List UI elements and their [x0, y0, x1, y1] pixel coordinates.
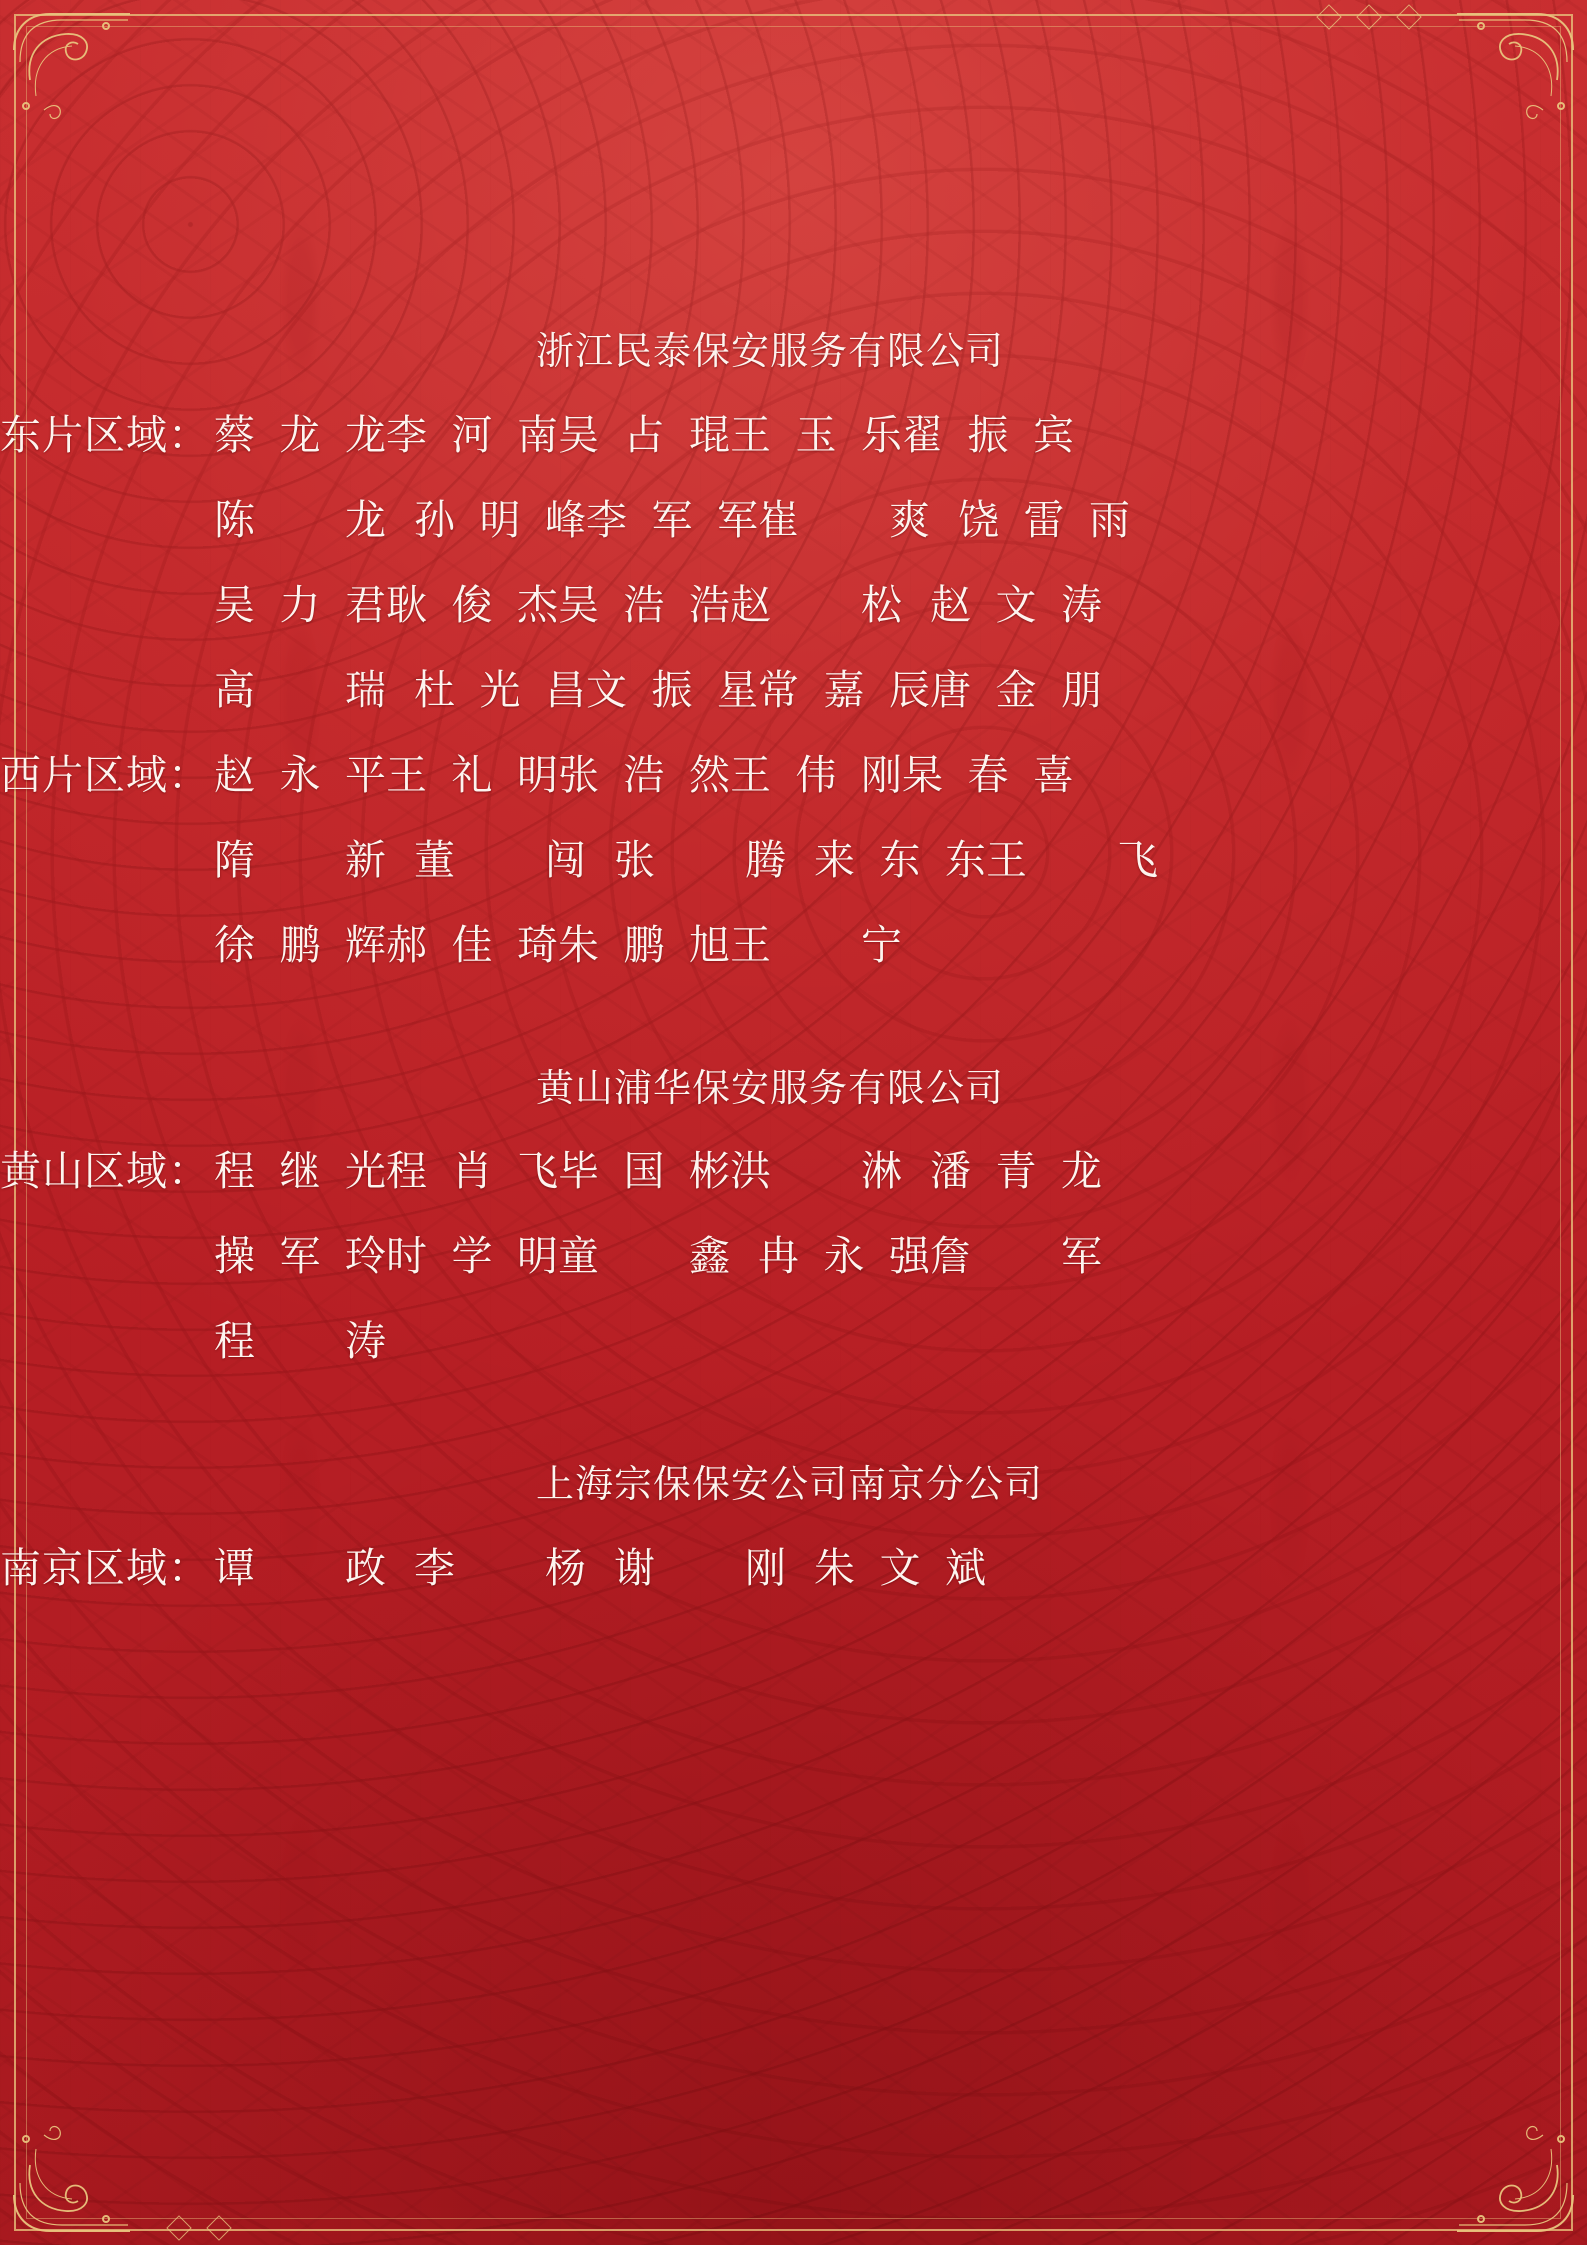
person-name: 陈 龙	[214, 496, 386, 543]
person-name: 杲 春 喜	[902, 751, 1074, 798]
region-label: 南京区域：	[0, 1544, 210, 1591]
name-row	[0, 1138, 1587, 1197]
person-name: 童 鑫	[558, 1233, 730, 1280]
person-name: 吴 力 君	[214, 581, 386, 628]
company-block	[0, 1463, 1587, 1594]
corner-flourish-icon	[1427, 2085, 1577, 2235]
person-name: 谭 政	[214, 1544, 386, 1591]
section-spacer	[0, 1367, 1587, 1463]
person-name: 耿 俊 杰	[386, 581, 558, 628]
person-name: 来 东 东	[814, 836, 986, 883]
person-name: 潘 青 龙	[930, 1148, 1102, 1195]
company-title: 浙江民泰保安服务有限公司	[536, 331, 1005, 373]
company-block	[0, 330, 1587, 971]
name-group	[214, 1535, 986, 1594]
person-name: 吴 占 琨	[558, 411, 730, 458]
name-row	[0, 657, 1587, 716]
person-name: 唐 金 朋	[930, 666, 1102, 713]
corner-flourish-icon	[10, 2085, 160, 2235]
person-name: 张 浩 然	[558, 751, 730, 798]
person-name: 谢 刚	[614, 1544, 786, 1591]
name-group	[214, 742, 1074, 801]
company-block	[0, 1067, 1587, 1368]
name-group	[214, 487, 1130, 546]
section-spacer	[0, 971, 1587, 1067]
name-group	[214, 827, 1186, 886]
name-group	[214, 402, 1074, 461]
person-name: 杜 光 昌	[414, 666, 586, 713]
person-name: 郝 佳 琦	[386, 921, 558, 968]
name-group	[214, 1223, 1130, 1282]
person-name: 王 礼 明	[386, 751, 558, 798]
person-name: 朱 鹏 旭	[558, 921, 730, 968]
name-row	[0, 912, 1587, 971]
person-name: 张 腾	[614, 836, 786, 883]
person-name: 董 闯	[414, 836, 586, 883]
name-group	[214, 1138, 1102, 1197]
person-name: 程 涛	[214, 1318, 386, 1365]
person-name: 李 杨	[414, 1544, 586, 1591]
person-name: 隋 新	[214, 836, 386, 883]
person-name: 常 嘉 辰	[758, 666, 930, 713]
person-name: 冉 永 强	[758, 1233, 930, 1280]
person-name: 文 振 星	[586, 666, 758, 713]
person-name: 赵 永 平	[214, 751, 386, 798]
person-name: 程 肖 飞	[386, 1148, 558, 1195]
name-row	[0, 827, 1587, 886]
person-name: 饶 雷 雨	[958, 496, 1130, 543]
person-name: 王 玉 乐	[730, 411, 902, 458]
person-name: 王 伟 刚	[730, 751, 902, 798]
name-row	[0, 1308, 1587, 1367]
name-row	[0, 1535, 1587, 1594]
person-name: 赵 松	[730, 581, 902, 628]
region-label: 西片区域：	[0, 751, 210, 798]
region-label: 东片区域：	[0, 411, 210, 458]
person-name: 李 军 军	[586, 496, 758, 543]
person-name: 朱 文 斌	[814, 1544, 986, 1591]
person-name: 吴 浩 浩	[558, 581, 730, 628]
company-title: 上海宗保保安公司南京分公司	[536, 1464, 1044, 1507]
name-row	[0, 742, 1587, 801]
person-name: 洪 淋	[730, 1148, 902, 1195]
edge-diamond-ornament	[206, 2215, 231, 2240]
person-name: 崔 爽	[758, 496, 930, 543]
person-name: 高 瑞	[214, 666, 386, 713]
person-name: 赵 文 涛	[930, 581, 1102, 628]
person-name: 毕 国 彬	[558, 1148, 730, 1195]
person-name: 詹 军	[930, 1233, 1102, 1280]
person-name: 操 军 玲	[214, 1233, 386, 1280]
person-name: 王 宁	[730, 921, 902, 968]
name-row	[0, 402, 1587, 461]
name-group	[214, 1308, 414, 1367]
name-group	[214, 572, 1102, 631]
region-label: 黄山区域：	[0, 1148, 210, 1195]
person-name: 时 学 明	[386, 1233, 558, 1280]
name-group	[214, 912, 930, 971]
person-name: 李 河 南	[386, 411, 558, 458]
person-name: 程 继 光	[214, 1148, 386, 1195]
name-row	[0, 1223, 1587, 1282]
company-title: 黄山浦华保安服务有限公司	[536, 1067, 1005, 1110]
name-group	[214, 657, 1102, 716]
person-name: 徐 鹏 辉	[214, 921, 386, 968]
person-name: 蔡 龙 龙	[214, 411, 386, 458]
edge-diamond-ornament	[166, 2215, 191, 2240]
person-name: 孙 明 峰	[414, 496, 586, 543]
person-name: 王 飞	[986, 836, 1158, 883]
person-name: 翟 振 宾	[902, 411, 1074, 458]
name-row	[0, 572, 1587, 631]
name-row	[0, 487, 1587, 546]
